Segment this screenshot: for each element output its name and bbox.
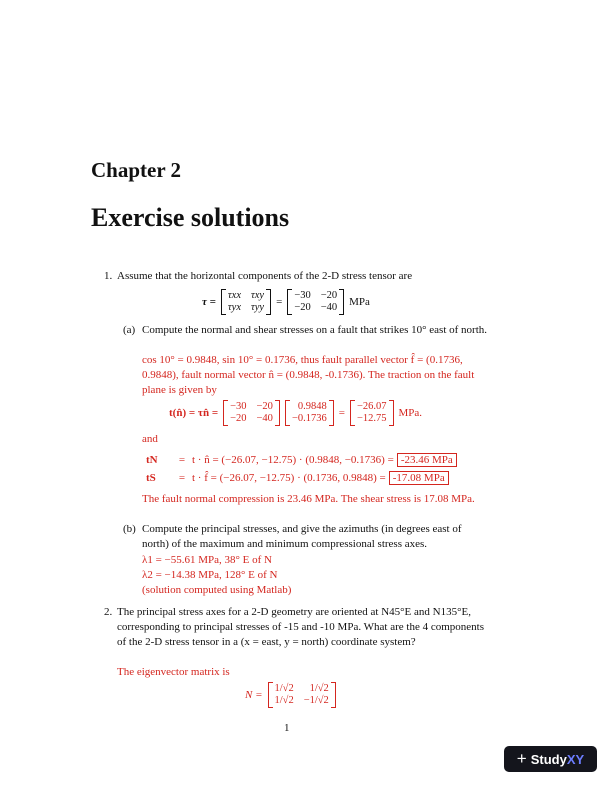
- part-b-question: Compute the principal stresses, and give the azimuths (in degrees east of north) of the maximum and minimum compressional stress axes.: [142, 523, 462, 550]
- logo-text-xy: XY: [566, 751, 585, 767]
- part-a-question: Compute the normal and shear stresses on a fault that strikes 10° east of north.: [142, 324, 488, 336]
- traction-unit: MPa.: [398, 407, 423, 419]
- traction-tau-yy: −40: [256, 413, 273, 424]
- plus-icon: +: [516, 749, 527, 768]
- tau-val-yx: −20: [294, 302, 311, 313]
- problem-2-number: 2.: [104, 606, 113, 618]
- tau-yy: τyy: [251, 302, 265, 313]
- n-21: 1/√2: [274, 695, 294, 706]
- studyxy-logo[interactable]: [504, 746, 597, 772]
- and-text: and: [142, 433, 158, 445]
- normal-vector-y: −0.1736: [291, 413, 327, 424]
- page-title: Exercise solutions: [91, 203, 290, 232]
- traction-tau-yx: −20: [230, 413, 247, 424]
- chapter-heading: Chapter 2: [91, 158, 182, 182]
- tau-val-xx: −30: [294, 290, 311, 301]
- tau-yx: τyx: [227, 302, 241, 313]
- part-a-answer-intro: cos 10° = 0.9848, sin 10° = 0.1736, thus fault parallel vector f̂ = (0.1736, 0.9848), fault normal vector n̂ = (0.9848, -0.1736). The traction on the fault plane is given by: [142, 354, 475, 396]
- n-12: 1/√2: [309, 683, 329, 694]
- matlab-note: (solution computed using Matlab): [142, 584, 292, 596]
- lambda-1: λ1 = −55.61 MPa, 38° E of N: [142, 554, 272, 566]
- n-22: −1/√2: [303, 695, 329, 706]
- tau-value-matrix: [287, 289, 344, 315]
- eigenvector-matrix: [268, 682, 336, 708]
- tn-lhs: tN: [146, 454, 158, 466]
- normal-shear-equations: tN = t · n̂ = (−26.07, −12.75) · (0.9848, −0.1736) = -23.46 MPa tS = t · f̂ = (−26.07, −12.75) · (0.1736, 0.9848) = -17.08 MPa: [146, 451, 457, 487]
- traction-lhs: t(n̂) = τn̂ =: [169, 407, 219, 419]
- problem-2-text: The principal stress axes for a 2-D geometry are oriented at N45°E and N135°E, corresponding to principal stresses of -15 and -10 MPa. What are the 4 components of the 2-D stress tensor in a (x = east, y = north) coordinate system?: [117, 606, 484, 648]
- tn-result-box: -23.46 MPa: [397, 453, 457, 467]
- part-a-conclusion: The fault normal compression is 23.46 MPa. The shear stress is 17.08 MPa.: [142, 493, 475, 505]
- normal-vector: [285, 400, 334, 426]
- traction-tau-xy: −20: [256, 401, 273, 412]
- tau-val-yy: −40: [320, 302, 338, 313]
- tau-xy: τxy: [251, 290, 265, 301]
- tau-xx: τxx: [227, 290, 241, 301]
- logo-text-study: Study: [530, 751, 567, 767]
- normal-vector-x: 0.9848: [297, 401, 327, 412]
- problem-1-text: Assume that the horizontal components of the 2-D stress tensor are: [117, 270, 413, 282]
- tn-rhs: t · n̂ = (−26.07, −12.75) · (0.9848, −0.1736) =: [192, 454, 394, 466]
- lambda-2: λ2 = −14.38 MPa, 128° E of N: [142, 569, 278, 581]
- traction-tau-matrix: [223, 400, 280, 426]
- problem-1-number: 1.: [104, 270, 113, 282]
- n-label: N =: [245, 689, 263, 701]
- traction-tau-xx: −30: [230, 401, 247, 412]
- traction-equation: t(n̂) = τn̂ = −30 −20 −20 −40 0.9848 −0.1736 = −26.07 −12.75 MPa.: [169, 401, 423, 424]
- part-a-label: (a): [123, 324, 136, 336]
- traction-vector-x: −26.07: [356, 401, 387, 412]
- eigenvector-intro: The eigenvector matrix is: [117, 666, 230, 678]
- part-b-label: (b): [123, 523, 136, 535]
- stress-tensor-equation: τ = τxx τxy τyx τyy = −30 −20 −20 −40 MPa: [202, 290, 370, 313]
- ts-rhs: t · f̂ = (−26.07, −12.75) · (0.1736, 0.9848) =: [192, 472, 386, 484]
- tau-symbol-matrix: [221, 289, 271, 315]
- traction-vector: [350, 400, 394, 426]
- ts-result-box: -17.08 MPa: [389, 471, 449, 485]
- traction-vector-y: −12.75: [356, 413, 387, 424]
- eigenvector-equation: [245, 682, 336, 708]
- ts-lhs: tS: [146, 472, 156, 484]
- tau-val-xy: −20: [320, 290, 338, 301]
- page-number: 1: [284, 722, 290, 734]
- tau-label: τ =: [202, 296, 216, 308]
- n-11: 1/√2: [274, 683, 294, 694]
- tau-unit: MPa: [349, 296, 370, 308]
